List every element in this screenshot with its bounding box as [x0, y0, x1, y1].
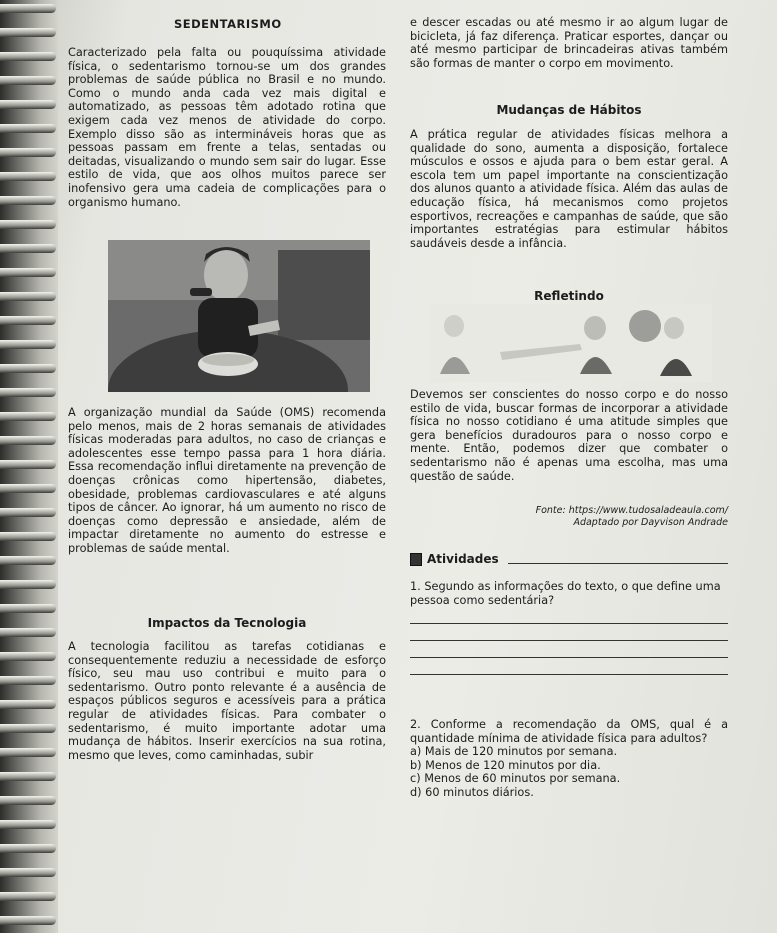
question-1: 1. Segundo as informações do texto, o que define uma pessoa como sedentária? — [410, 580, 721, 607]
question-2: 2. Conforme a recomendação da OMS, qual é a quantidade mínima de atividade física para adultos? — [410, 718, 728, 745]
answer-line[interactable] — [410, 662, 728, 675]
activities-label: Atividades — [427, 552, 499, 566]
source-url: Fonte: https://www.tudosaladeaula.com/ — [535, 505, 728, 516]
option-a[interactable]: a) Mais de 120 minutos por semana. — [410, 745, 618, 759]
option-b[interactable]: b) Menos de 120 minutos por dia. — [410, 758, 601, 772]
habits-paragraph: A prática regular de atividades físicas melhora a qualidade do sono, aumenta a disposição, fortalece músculos e ossos e ajuda para o bem estar geral. A escola tem um papel importante na conscientização dos alunos quanto a atividade física. Além das aulas de educação física, há mecanismos como projetos esportivos, recreações e campanhas de saúde, que são importantes estratégias para estimular hábitos saudáveis desde a infância. — [410, 128, 728, 250]
spiral-binding — [0, 0, 58, 933]
intro-paragraph: Caracterizado pela falta ou pouquíssima atividade física, o sedentarismo tornou-se um dos grandes problemas de saúde pública no Brasil e no mundo. Como o mundo anda cada vez mais digital e automatizado, as pessoas têm adotado rotina que exigem cada vez menos de atividade do corpo. Exemplo disso são as intermináveis horas que as pessoas passam em frente a telas, sentadas ou deitadas, visualizando o mundo sem sair do lugar. Esse estilo de vida, que aos olhos muitos parece ser inofensivo gera uma cadeia de complicações para o organismo humano. — [68, 46, 386, 209]
continuation-paragraph: e descer escadas ou até mesmo ir ao algum lugar de bicicleta, já faz diferença. Praticar esportes, dançar ou até mesmo participar de brincadeiras ativas também são formas de manter o corpo em movimento. — [410, 16, 728, 70]
oms-paragraph: A organização mundial da Saúde (OMS) recomenda pelo menos, mais de 2 horas semanais de atividades físicas moderadas para adultos, no caso de crianças e adolescentes esse tempo passa para 1 hora diária. Essa recomendação influi diretamente na prevenção de doenças crônicas como hipertensão, diabetes, obesidade, problemas cardiovasculares e até alguns tipos de câncer. Ao ignorar, há um aumento no risco de doenças como depressão e ansiedade, além de impactar diretamente no aumento do estresse e problemas de saúde mental. — [68, 406, 386, 555]
answer-line[interactable] — [410, 611, 728, 624]
activities-icon — [410, 553, 422, 566]
reflect-heading: Refletindo — [534, 289, 604, 303]
worksheet-title: SEDENTARISMO — [174, 17, 282, 31]
impact-heading: Impactos da Tecnologia — [147, 616, 307, 630]
answer-line[interactable] — [410, 645, 728, 658]
answer-line[interactable] — [410, 628, 728, 641]
source-adapted: Adaptado por Dayvison Andrade — [573, 517, 728, 528]
sedentary-photo — [108, 240, 370, 392]
reflect-paragraph: Devemos ser conscientes do nosso corpo e do nosso estilo de vida, buscar formas de incorporar a atividade física no nosso cotidiano é uma atitude simples que gera benefícios duradouros para o nosso corpo e mente. Então, podemos dizer que combater o sedentarismo não é apenas uma escolha, mas uma questão de saúde. — [410, 388, 728, 483]
exercise-photo — [430, 304, 712, 382]
title — [68, 18, 386, 32]
option-c[interactable]: c) Menos de 60 minutos por semana. — [410, 772, 621, 786]
habits-heading: Mudanças de Hábitos — [496, 103, 642, 117]
impact-paragraph: A tecnologia facilitou as tarefas cotidianas e consequentemente reduziu a necessidade de esforço físico, seu mau uso contribui e muito para o sedentarismo. Outro ponto relevante é a ausência de espaços públicos seguros e acessíveis para a prática regular de atividades físicas. Para combater o sedentarismo, é muito importante adotar uma mudança de hábitos. Inserir exercícios na sua rotina, mesmo que leves, como caminhadas, subir — [68, 640, 386, 762]
option-d[interactable]: d) 60 minutos diários. — [410, 785, 534, 799]
